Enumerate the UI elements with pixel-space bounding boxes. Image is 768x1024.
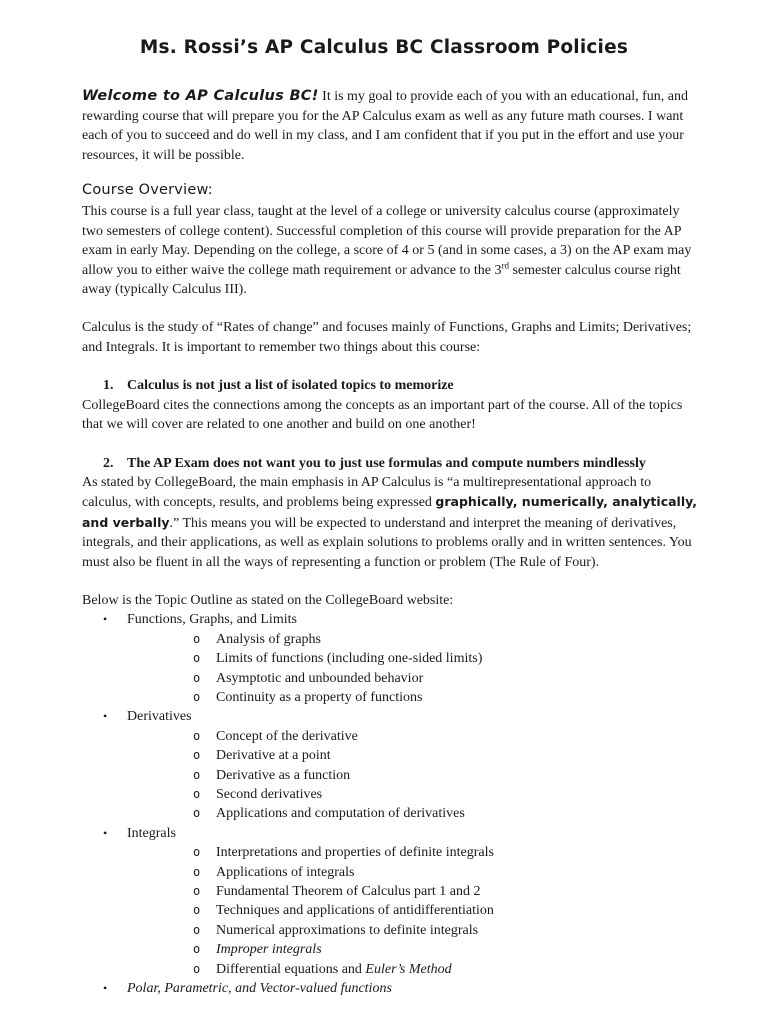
topic-outline-list bbox=[82, 610, 768, 998]
topic-label: Polar, Parametric, and Vector-valued functions bbox=[127, 981, 392, 997]
course-overview-heading: Course Overview: bbox=[82, 182, 213, 199]
overview-paragraph-2: Calculus is the study of “Rates of change” and focuses mainly of Functions, Graphs and Limits; Derivatives; and Integrals. It is important to remember two things about this course: bbox=[82, 320, 692, 355]
subtopic-item bbox=[127, 746, 768, 765]
item-2-body bbox=[82, 473, 698, 572]
subtopic-label: Applications and computation of derivatives bbox=[216, 806, 465, 822]
sub-bullet-icon: o bbox=[193, 748, 201, 763]
subtopic-label: Numerical approximations to definite integrals bbox=[216, 922, 479, 938]
subtopic-item bbox=[127, 727, 768, 746]
topic-item bbox=[82, 824, 768, 979]
sub-bullet-icon: o bbox=[193, 806, 201, 821]
item-1-body: CollegeBoard cites the connections among the concepts as an important part of the course. All of the topics that we will cover are related to one another and build on one another! bbox=[82, 397, 683, 433]
subtopic-label: Differential equations and bbox=[216, 961, 366, 977]
subtopic-label: Fundamental Theorem of Calculus part 1 and 2 bbox=[216, 884, 481, 900]
overview-p1-text-b: semester calculus course right away (typically Calculus III). bbox=[82, 262, 681, 298]
subtopic-item bbox=[127, 630, 768, 649]
topic-label: Derivatives bbox=[127, 709, 192, 725]
subtopic-item bbox=[127, 843, 768, 862]
subtopic-item bbox=[127, 804, 768, 823]
item-1-number: 1. bbox=[103, 378, 114, 394]
topic-item bbox=[82, 979, 768, 998]
sub-bullet-icon: o bbox=[193, 845, 201, 860]
subtopic-item bbox=[127, 766, 768, 785]
subtopic-label: Concept of the derivative bbox=[216, 728, 358, 744]
intro-paragraph bbox=[82, 87, 694, 165]
topic-label: Integrals bbox=[127, 825, 176, 841]
bullet-icon: • bbox=[103, 825, 108, 840]
sub-bullet-icon: o bbox=[193, 767, 201, 782]
item-2-body-b: .” This means you will be expected to understand and interpret the meaning of derivatives, integrals, and their applications, as well as explain solutions to problems orally and in written sentences. You must also be fluent in all the ways of representing a function or problem (The Rule of Four). bbox=[82, 515, 692, 570]
subtopic-label: Derivative at a point bbox=[216, 748, 331, 764]
subtopic-item bbox=[127, 940, 768, 959]
item-2-number: 2. bbox=[103, 455, 114, 471]
subtopic-item bbox=[127, 649, 768, 668]
subtopic-label: Interpretations and properties of definite integrals bbox=[216, 845, 494, 861]
subtopic-item bbox=[127, 688, 768, 707]
page-title: Ms. Rossi’s AP Calculus BC Classroom Policies bbox=[139, 37, 629, 58]
sub-bullet-icon: o bbox=[193, 787, 201, 801]
subtopic-label: Techniques and applications of antidifferentiation bbox=[216, 903, 494, 919]
sub-bullet-icon: o bbox=[193, 689, 201, 704]
overview-p1-text-a: This course is a full year class, taught at the level of a college or university calculus course (approximately two semesters of college content). Successful completion of this course will provide preparation for the AP exam in early May. Depending on the college, a score of 4 or 5 (and in some cases, a 3) on the AP exam may allow you to either waive the college math requirement or advance to the 3 bbox=[82, 204, 692, 278]
subtopic-item bbox=[127, 863, 768, 882]
subtopic-label: Asymptotic and unbounded behavior bbox=[216, 670, 424, 686]
subtopic-label: Limits of functions (including one-sided limits) bbox=[216, 651, 483, 667]
welcome-heading: Welcome to AP Calculus BC! bbox=[82, 88, 319, 105]
subtopic-label: Applications of integrals bbox=[216, 864, 355, 880]
overview-p1-superscript: rd bbox=[501, 260, 509, 270]
topic-item bbox=[82, 707, 768, 823]
subtopic-label: Continuity as a property of functions bbox=[216, 689, 423, 705]
overview-paragraph-1 bbox=[82, 202, 698, 299]
item-2-body-a: As stated by CollegeBoard, the main emphasis in AP Calculus is “a multirepresentational approach to calculus, with concepts, results, and problems being expressed bbox=[82, 474, 652, 511]
sub-bullet-icon: o bbox=[193, 651, 201, 666]
item-2-title: The AP Exam does not want you to just use formulas and compute numbers mindlessly bbox=[127, 455, 646, 471]
sub-bullet-icon: o bbox=[193, 631, 201, 646]
item-2-body-emphasis: graphically, numerically, analytically, and verbally bbox=[82, 494, 698, 530]
subtopic-item bbox=[127, 669, 768, 688]
bullet-icon: • bbox=[103, 612, 108, 627]
sub-bullet-icon: o bbox=[193, 670, 201, 685]
sub-bullet-icon: o bbox=[193, 922, 201, 937]
sub-bullet-icon: o bbox=[193, 864, 201, 879]
item-1-title: Calculus is not just a list of isolated topics to memorize bbox=[127, 378, 454, 394]
subtopic-label: Improper integrals bbox=[216, 942, 322, 958]
subtopic-item bbox=[127, 785, 768, 804]
subtopic-label: Second derivatives bbox=[216, 787, 323, 802]
subtopic-item bbox=[127, 901, 768, 920]
subtopic-list bbox=[127, 630, 768, 708]
sub-bullet-icon: o bbox=[193, 884, 201, 899]
subtopic-label: Derivative as a function bbox=[216, 767, 351, 783]
subtopic-list bbox=[127, 843, 768, 979]
subtopic-list bbox=[127, 727, 768, 824]
numbered-item-1 bbox=[82, 376, 768, 395]
subtopic-item bbox=[127, 882, 768, 901]
subtopic-item bbox=[127, 960, 768, 979]
sub-bullet-icon: o bbox=[193, 961, 201, 976]
bullet-icon: • bbox=[103, 709, 108, 724]
topic-item bbox=[82, 610, 768, 707]
bullet-icon: • bbox=[103, 981, 108, 996]
sub-bullet-icon: o bbox=[193, 728, 201, 743]
subtopic-label-italic: Euler’s Method bbox=[365, 961, 452, 977]
subtopic-label: Analysis of graphs bbox=[216, 631, 321, 647]
sub-bullet-icon: o bbox=[193, 942, 201, 957]
intro-text: It is my goal to provide each of you with an educational, fun, and rewarding course that will prepare you for the AP Calculus exam as well as any future math courses. I want each of you to succeed and do well in my class, and I am confident that if you put in the effort and use your resources, it will be possible. bbox=[82, 89, 689, 163]
topic-outline-intro: Below is the Topic Outline as stated on the CollegeBoard website: bbox=[82, 592, 454, 608]
subtopic-item bbox=[127, 921, 768, 940]
sub-bullet-icon: o bbox=[193, 903, 201, 918]
numbered-item-2 bbox=[82, 454, 768, 473]
topic-label: Functions, Graphs, and Limits bbox=[127, 612, 297, 628]
